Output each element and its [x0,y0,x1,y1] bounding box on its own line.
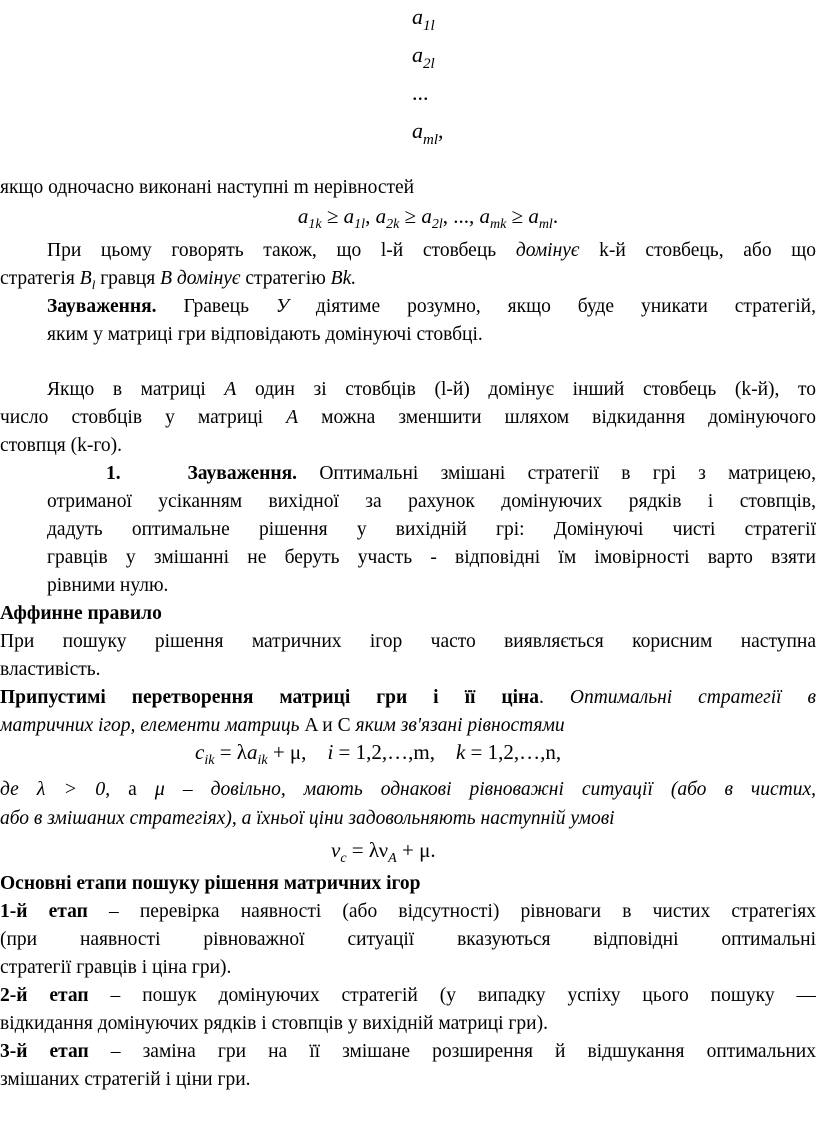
stage-1: стратегії гравців і ціна гри). [0,957,232,978]
stage-1: (при наявності рівноважної ситуації вказуються відповідні оптимальні [0,929,816,950]
paragraph-text: стратегія $B_l$ гравця B домінує стратегію Bk. [0,268,357,292]
remark-text: яким у матриці гри відповідають домінуючі стовбці. [47,324,483,345]
column-entry-2: $a_{2l}$ [412,42,435,72]
remark-text: Зауваження. Гравець У діятиме розумно, якщо буде уникати стратегій, [47,296,816,317]
numbered-remark: дадуть оптимальне рішення у вихідній грі: Домінуючі чисті стратегії [47,519,816,540]
inequality-formula: $a_{1k} \ge a_{1l}$, $a_{2k} \ge a_{2l}$, ..., $a_{mk} \ge a_{ml}$. [297,204,559,232]
column-entry-1: $a_{1l}$ [412,4,435,34]
stage-3: 3-й етап – заміна гри на її змішане розширення й відшукання оптимальних [0,1041,816,1062]
condition-text: або в змішаних стратегіях), а їхньої ціни задовольняють наступній умові [0,808,615,829]
column-entry-m: $a_{ml}$, [412,118,444,148]
paragraph-text: властивість. [0,659,101,680]
numbered-remark: гравців у змішанні не беруть участь - відповідні їм імовірності варто взяти [47,547,816,568]
numbered-remark: рівними нулю. [47,575,169,596]
paragraph-text: При цьому говорять також, що l-й стовбець домінує k-й стовбець, або що [47,240,816,261]
condition-text: де λ > 0, а μ – довільно, мають однакові рівноважні ситуації (або в чистих, [0,778,816,800]
paragraph-text: число стовбців у матриці A можна зменшити шляхом відкидання домінуючого [0,407,816,428]
section-heading: Аффинне правило [0,603,162,624]
paragraph-text: якщо одночасно виконані наступні m нерівностей [0,177,415,198]
stage-3: змішаних стратегій і ціни гри. [0,1069,251,1090]
paragraph-text: При пошуку рішення матричних ігор часто виявляється корисним наступна [0,631,816,652]
numbered-remark: 1. Зауваження. Оптимальні змішані стратегії в грі з матрицею, [106,463,816,484]
stage-2: відкидання домінуючих рядків і стовпців у вихідній матриці гри). [0,1013,548,1034]
stage-1: 1-й етап – перевірка наявності (або відсутності) рівноваги в чистих стратегіях [0,901,816,922]
numbered-remark: отриманої усіканням вихідної за рахунок домінуючих рядків і стовпців, [47,491,816,512]
paragraph-text: стовпця (k-го). [0,435,122,456]
section-heading: Основні етапи пошуку рішення матричних ігор [0,873,421,894]
paragraph-text: Якщо в матриці A один зі стовбців (l-й) домінує інший стовбець (k-й), то [47,379,816,400]
theorem-text: Припустимі перетворення матриці гри і її ціна. Оптимальні стратегії в [0,687,816,708]
value-formula: $\nu_c = \lambda\nu_A + \mu$. [331,838,436,866]
transform-formula: $c_{ik} = \lambda a_{ik} + \mu$, i = 1,2,…,m, k = 1,2,…,n, [195,740,562,768]
column-ellipsis: ... [412,80,429,105]
stage-2: 2-й етап – пошук домінуючих стратегій (у випадку успіху цього пошуку — [0,985,816,1006]
theorem-text: матричних ігор, елементи матриць A и C яким зв'язані рівностями [0,715,565,736]
